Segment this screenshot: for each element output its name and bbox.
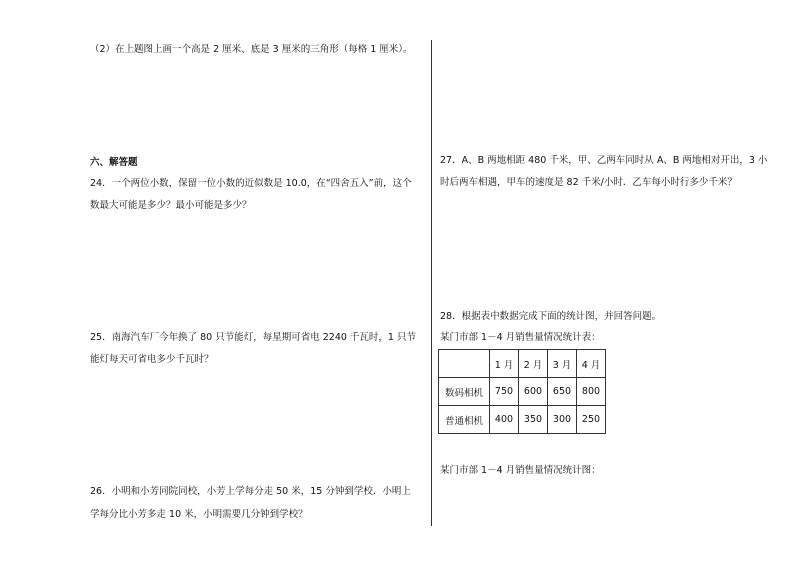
table-header-cell: 1 月 bbox=[490, 350, 519, 378]
row-label: 数码相机 bbox=[439, 378, 490, 406]
chart-caption: 某门市部 1－4 月销售量情况统计图： bbox=[440, 465, 601, 476]
table-cell: 600 bbox=[519, 378, 548, 406]
question-24-line-1: 24．一个两位小数，保留一位小数的近似数是 10.0，在“四舍五入”前，这个 bbox=[90, 178, 412, 189]
question-25-line-1: 25．南海汽车厂今年换了 80 只节能灯，每星期可省电 2240 千瓦时，1 只节 bbox=[90, 332, 416, 343]
column-divider bbox=[431, 40, 432, 526]
question-28-intro: 28．根据表中数据完成下面的统计图，并回答问题。 bbox=[440, 311, 662, 322]
question-27-line-1: 27．A、B 两地相距 480 千米，甲、乙两车同时从 A、B 两地相对开出，3 小 bbox=[440, 155, 768, 166]
table-row bbox=[439, 406, 606, 434]
table-cell: 350 bbox=[519, 406, 548, 434]
table-header-cell: 3 月 bbox=[548, 350, 577, 378]
table-caption: 某门市部 1－4 月销售量情况统计表： bbox=[440, 332, 601, 343]
sales-table bbox=[438, 349, 606, 434]
table-header-row bbox=[439, 350, 606, 378]
question-part-2: （2）在上题图上画一个高是 2 厘米、底是 3 厘米的三角形（每格 1 厘米）。 bbox=[90, 44, 413, 55]
table-header-cell bbox=[439, 350, 490, 378]
question-26-line-1: 26．小明和小芳同院同校，小芳上学每分走 50 米，15 分钟到学校．小明上 bbox=[90, 486, 411, 497]
table-cell: 250 bbox=[577, 406, 606, 434]
table-header-cell: 4 月 bbox=[577, 350, 606, 378]
table-cell: 750 bbox=[490, 378, 519, 406]
question-27-line-2: 时后两车相遇，甲车的速度是 82 千米/小时．乙车每小时行多少千米？ bbox=[440, 177, 737, 188]
table-row bbox=[439, 378, 606, 406]
question-24-line-2: 数最大可能是多少？最小可能是多少？ bbox=[90, 200, 252, 211]
row-label: 普通相机 bbox=[439, 406, 490, 434]
table-cell: 300 bbox=[548, 406, 577, 434]
table-cell: 400 bbox=[490, 406, 519, 434]
table-header-cell: 2 月 bbox=[519, 350, 548, 378]
question-26-line-2: 学每分比小芳多走 10 米，小明需要几分钟到学校？ bbox=[90, 509, 308, 520]
table-cell: 650 bbox=[548, 378, 577, 406]
question-25-line-2: 能灯每天可省电多少千瓦时？ bbox=[90, 354, 214, 365]
section-title: 六、解答题 bbox=[90, 157, 138, 168]
table-cell: 800 bbox=[577, 378, 606, 406]
